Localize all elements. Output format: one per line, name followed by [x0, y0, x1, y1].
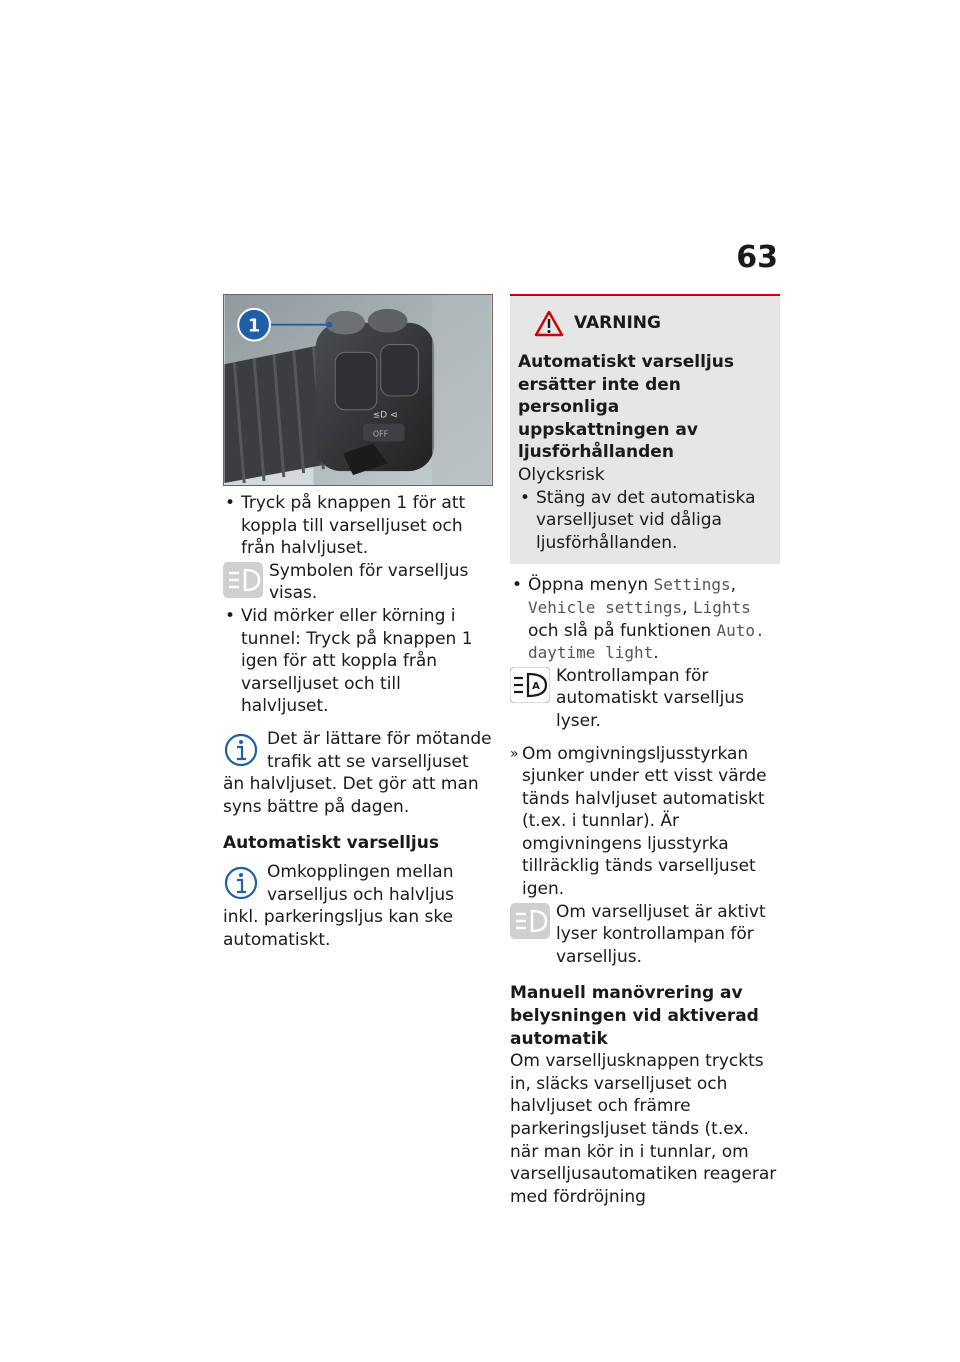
warning-action: • Stäng av det automatiska varselljuset vid dåliga ljusförhållanden.: [518, 487, 772, 555]
figure-callout-1: 1: [247, 315, 261, 337]
heading-manual-operation: Manuell manövrering av belysningen vid aktiverad automatik: [510, 983, 759, 1049]
note-drl-text: Om varselljuset är aktivt lyser kontrollampan för varselljus.: [556, 901, 766, 967]
svg-text:OFF: OFF: [372, 429, 389, 439]
daytime-light-indicator-icon: [223, 562, 263, 598]
info-note-automatic: [223, 861, 493, 951]
menu-middle-text: och slå på funktionen: [528, 620, 712, 641]
warning-triangle-icon: [534, 310, 564, 337]
warning-box: [510, 294, 780, 564]
paragraph-manual-operation: Om varselljusknappen tryckts in, släcks varselljuset och halvljuset och främre parkeringsljuset tänds (t.ex. när man kör in i tunnlar, om varselljusautomatiken reagerar med fördröjning: [510, 1051, 777, 1207]
instruction-press-button: • Tryck på knappen 1 för att koppla till varselljuset och från halvljuset.: [223, 492, 493, 560]
heading-automatic-drl: Automatiskt varselljus: [223, 833, 439, 854]
info-text-visibility: Det är lättare för mötande trafik att se varselljuset än halvljuset. Det gör att man syns bättre på dagen.: [223, 728, 492, 817]
right-column: [510, 294, 780, 1208]
handlebar-switch-photo: [223, 294, 493, 486]
warning-risk: Olycksrisk: [518, 464, 605, 485]
result-automatic-switching: » Om omgivningsljusstyrkan sjunker under ett visst värde tänds halvljuset automatiskt (t.ex. i tunnlar). Är omgivningens ljusstyrka tillräcklig tänds varselljuset igen.: [510, 743, 780, 901]
menu-settings: Settings: [653, 575, 731, 595]
note-drl-row: [510, 901, 780, 969]
info-icon: [223, 732, 259, 768]
menu-prefix: Öppna menyn: [528, 575, 649, 596]
daytime-light-indicator-icon: [510, 903, 550, 939]
auto-daytime-light-indicator-icon: [510, 667, 550, 703]
instruction-tunnel: • Vid mörker eller körning i tunnel: Tryck på knappen 1 igen för att koppla från varselljuset och till halvljuset.: [223, 605, 493, 718]
menu-lights: Lights: [692, 597, 751, 617]
note-auto-row: [510, 665, 780, 733]
warning-title-row: [534, 310, 772, 337]
note-symbol-row: [223, 560, 493, 605]
info-icon: [223, 865, 259, 901]
note-symbol-text: Symbolen för varselljus visas.: [269, 560, 469, 604]
note-auto-text: Kontrollampan för automatiskt varselljus lyser.: [556, 665, 744, 731]
menu-auto-daytime-light: Auto. daytime light: [528, 620, 765, 663]
info-text-automatic: Omkopplingen mellan varselljus och halvljus inkl. parkeringsljus kan ske automatiskt.: [223, 861, 454, 950]
warning-title: VARNING: [574, 313, 661, 334]
menu-vehicle-settings: Vehicle settings: [528, 597, 683, 617]
page-number: 63: [736, 240, 778, 275]
svg-text:A: A: [532, 680, 540, 692]
instruction-open-menu: • Öppna menyn Settings, Vehicle settings, Lights och slå på funktionen Auto. daytime light.: [510, 574, 780, 664]
warning-heading: Automatiskt varselljus ersätter inte den personliga uppskattningen av ljusförhållanden: [518, 352, 734, 463]
info-note-visibility: [223, 728, 493, 818]
left-column: [223, 294, 493, 951]
svg-text:≤D ⊲: ≤D ⊲: [372, 410, 398, 421]
